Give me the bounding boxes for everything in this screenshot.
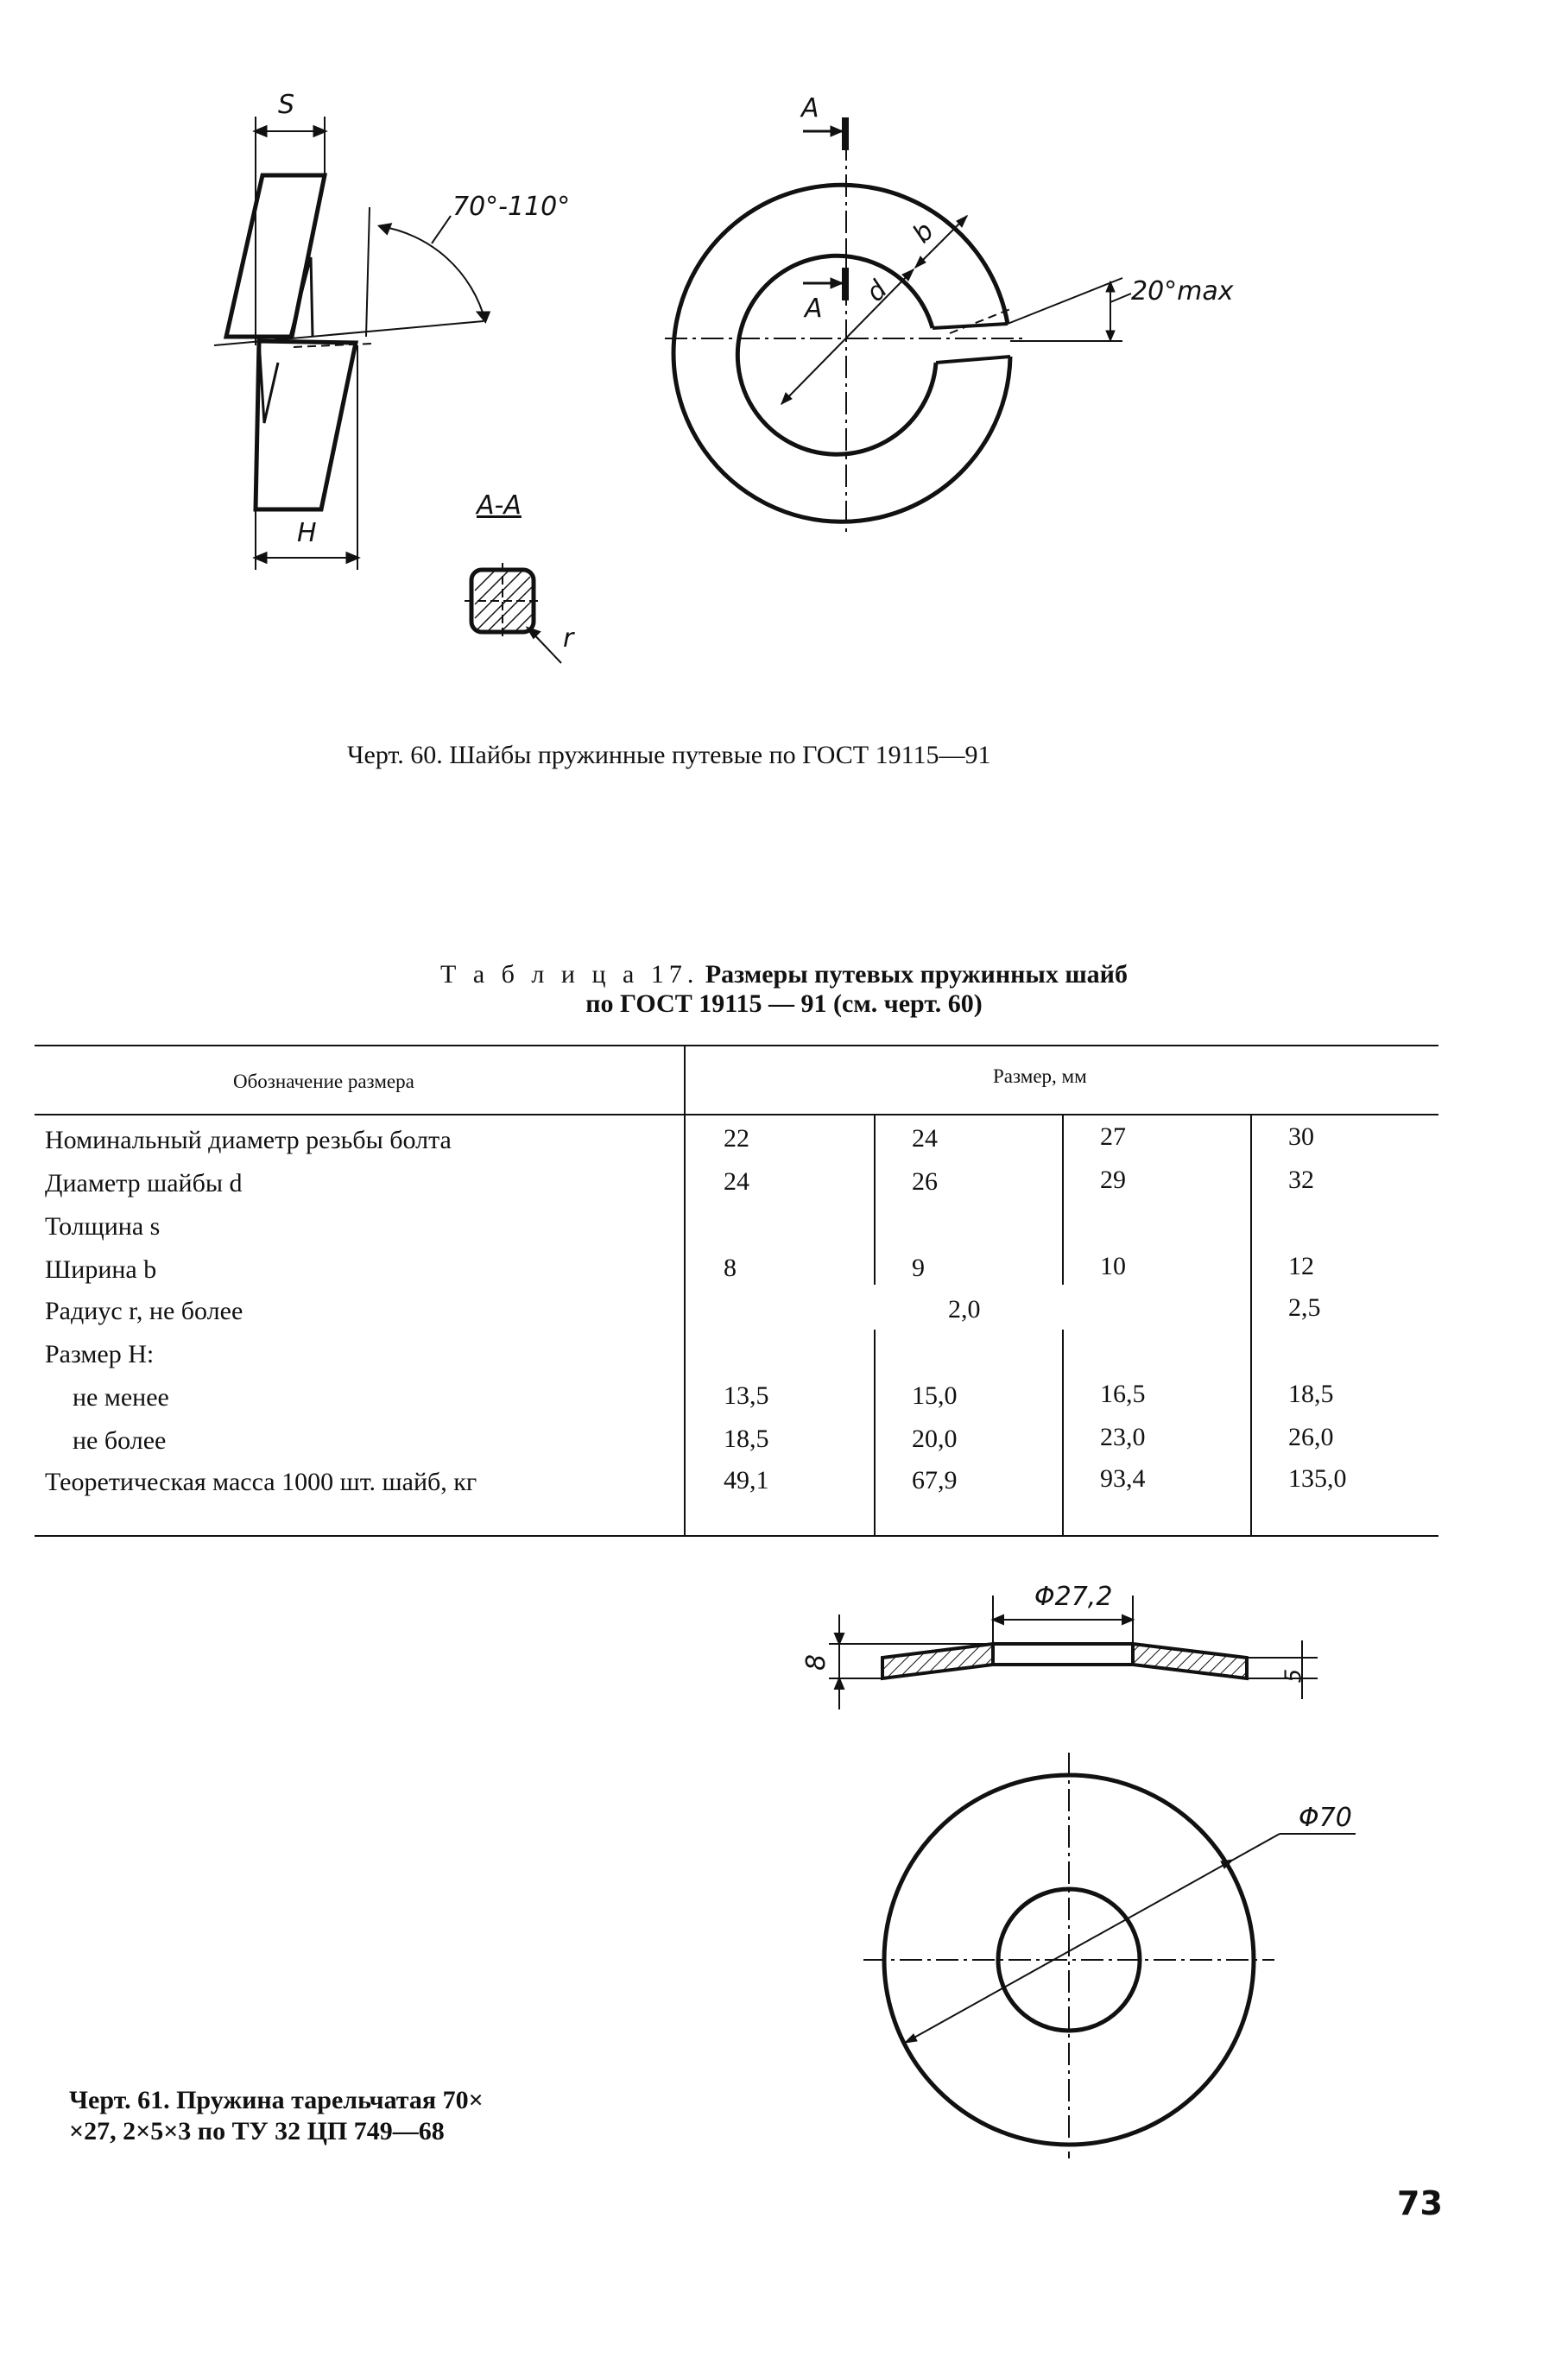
section-label-a-a: А-А — [477, 490, 522, 521]
section-mark-a-inner: А — [805, 294, 823, 324]
row-label: Номинальный диаметр резьбы болта — [45, 1126, 452, 1154]
figure-61-caption-text-2: ×27, 2×5×3 по ТУ 32 ЦП 749—68 — [69, 2117, 445, 2145]
table-cell: 24 — [912, 1124, 938, 1153]
table-cell: 20,0 — [912, 1425, 958, 1453]
table-cell: 9 — [912, 1254, 925, 1282]
dim-d-label: d — [860, 275, 894, 308]
table-cell: 26,0 — [1288, 1423, 1334, 1451]
table-cell: 16,5 — [1100, 1380, 1146, 1408]
table-cell: 13,5 — [724, 1381, 769, 1410]
figure-61-caption-line2 — [69, 2117, 445, 2146]
dim-gap-label: 20°max — [1131, 276, 1234, 306]
dim-inner-diameter-label: Φ27,2 — [1034, 1582, 1113, 1612]
table-cell: 29 — [1100, 1166, 1126, 1194]
table-cell: 32 — [1288, 1166, 1314, 1194]
section-mark-a-top: А — [801, 93, 819, 123]
dim-s-label: S — [278, 90, 295, 120]
table-cell: 67,9 — [912, 1466, 958, 1494]
dim-h-label: H — [297, 518, 317, 548]
table-cell: 15,0 — [912, 1381, 958, 1410]
table-cell-merged: 2,0 — [948, 1295, 981, 1324]
figure-60-caption: Черт. 60. Шайбы пружинные путевые по ГОСТ 19115—91 — [347, 741, 991, 769]
row-label: Толщина s — [45, 1212, 161, 1241]
row-label: не менее — [73, 1383, 169, 1412]
row-label: Размер H: — [45, 1340, 155, 1368]
page-number: 73 — [1397, 2184, 1443, 2222]
table-cell: 135,0 — [1288, 1464, 1347, 1493]
table-cell: 22 — [724, 1124, 749, 1153]
table-cell: 27 — [1100, 1122, 1126, 1151]
table-title-bold-2: по ГОСТ 19115 — 91 (см. черт. 60) — [585, 989, 983, 1018]
row-label: не более — [73, 1426, 167, 1455]
table-cell: 12 — [1288, 1252, 1314, 1280]
table-cell: 24 — [724, 1167, 749, 1196]
table-cell: 10 — [1100, 1252, 1126, 1280]
header-designation: Обозначение размера — [233, 1071, 414, 1092]
figure-61-caption-line1 — [69, 2086, 484, 2115]
row-label: Теоретическая масса 1000 шт. шайб, кг — [45, 1468, 477, 1496]
table-title-bold-1: Размеры путевых пружинных шайб — [705, 960, 1128, 989]
table-title-prefix: Т а б л и ц а 17. — [440, 960, 699, 989]
table-cell: 18,5 — [1288, 1380, 1334, 1408]
table-cell: 8 — [724, 1254, 737, 1282]
header-size: Размер, мм — [993, 1065, 1087, 1087]
table-cell: 18,5 — [724, 1425, 769, 1453]
row-label: Ширина b — [45, 1255, 157, 1284]
table-cell: 49,1 — [724, 1466, 769, 1494]
row-label: Диаметр шайбы d — [45, 1169, 243, 1197]
figure-61-caption-text-1: Черт. 61. Пружина тарельчатая 70× — [69, 2086, 484, 2114]
dim-thickness-label: 5 — [1280, 1668, 1307, 1684]
table-cell: 26 — [912, 1167, 938, 1196]
table-cell: 93,4 — [1100, 1464, 1146, 1493]
table-cell: 30 — [1288, 1122, 1314, 1151]
dim-outer-diameter-label: Φ70 — [1299, 1803, 1352, 1833]
dim-height-label: 8 — [801, 1653, 832, 1671]
row-label: Радиус r, не более — [45, 1297, 243, 1325]
table-cell: 2,5 — [1288, 1293, 1321, 1322]
dim-b-label: b — [907, 216, 940, 250]
table-cell: 23,0 — [1100, 1423, 1146, 1451]
dim-angle-label: 70°-110° — [452, 192, 571, 222]
radius-r-label: r — [563, 623, 574, 654]
